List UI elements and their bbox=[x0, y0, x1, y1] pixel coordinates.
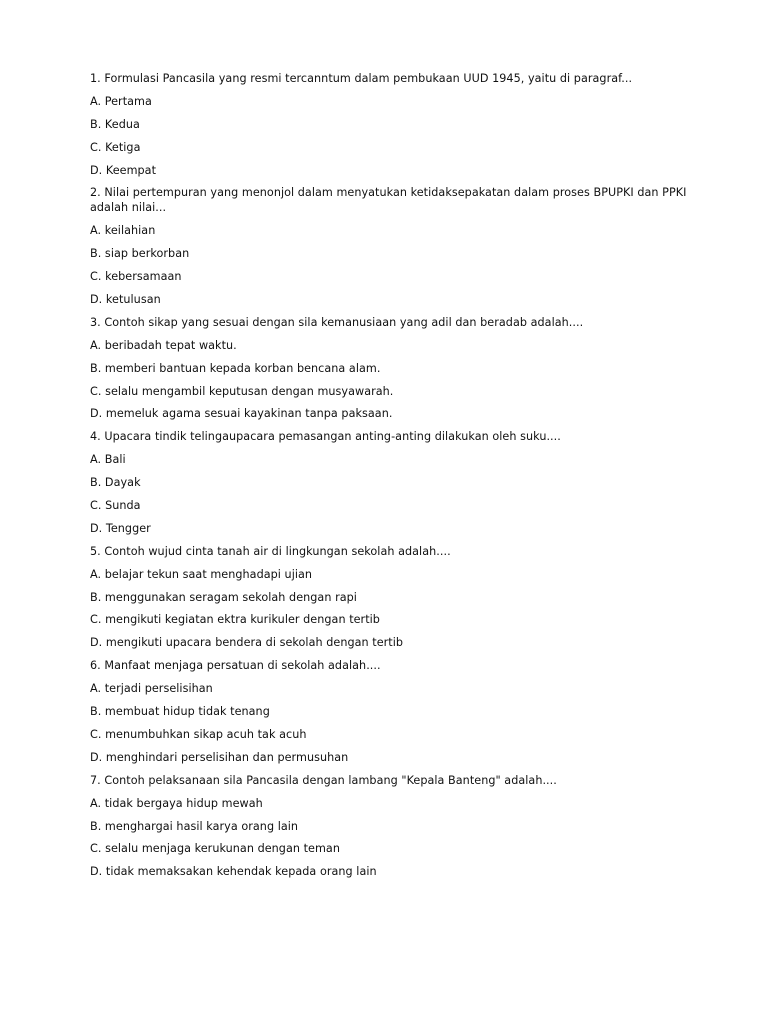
answer-option-b: B. Kedua bbox=[90, 117, 140, 131]
question-text: 7. Contoh pelaksanaan sila Pancasila dengan lambang "Kepala Banteng" adalah.... bbox=[90, 773, 557, 787]
answer-option-c: C. mengikuti kegiatan ektra kurikuler dengan tertib bbox=[90, 613, 380, 627]
answer-option-a: A. belajar tekun saat menghadapi ujian bbox=[90, 567, 313, 581]
answer-option-c: C. Sunda bbox=[90, 499, 141, 513]
answer-option-a: A. keilahian bbox=[90, 224, 156, 238]
answer-option-a: A. tidak bergaya hidup mewah bbox=[90, 796, 263, 810]
answer-option-d: D. Tengger bbox=[90, 521, 151, 535]
question-text: 6. Manfaat menjaga persatuan di sekolah adalah.... bbox=[90, 659, 381, 673]
answer-option-a: A. Bali bbox=[90, 453, 126, 467]
question-block-4 bbox=[90, 429, 690, 536]
question-text: 1. Formulasi Pancasila yang resmi tercanntum dalam pembukaan UUD 1945, yaitu di paragraf... bbox=[90, 72, 633, 85]
question-block-1 bbox=[90, 71, 690, 178]
question-text: 3. Contoh sikap yang sesuai dengan sila kemanusiaan yang adil dan beradab adalah.... bbox=[90, 315, 584, 329]
question-block-6 bbox=[90, 658, 690, 765]
answer-option-b: B. menggunakan seragam sekolah dengan rapi bbox=[90, 590, 357, 604]
answer-option-d: D. menghindari perselisihan dan permusuhan bbox=[90, 750, 349, 764]
answer-option-b: B. membuat hidup tidak tenang bbox=[90, 705, 270, 719]
answer-option-d: D. Keempat bbox=[90, 163, 157, 177]
answer-option-b: B. menghargai hasil karya orang lain bbox=[90, 819, 299, 833]
answer-option-c: C. selalu menjaga kerukunan dengan teman bbox=[90, 842, 340, 856]
question-block-7 bbox=[90, 773, 690, 880]
question-block-3 bbox=[90, 315, 690, 422]
answer-option-a: A. Pertama bbox=[90, 94, 152, 108]
answer-option-c: C. menumbuhkan sikap acuh tak acuh bbox=[90, 727, 307, 741]
answer-option-d: D. tidak memaksakan kehendak kepada orang lain bbox=[90, 865, 377, 879]
question-text: 2. Nilai pertempuran yang menonjol dalam menyatukan ketidaksepakatan dalam proses BPUPKI dan PPKI adalah nilai... bbox=[90, 186, 687, 215]
question-text: 5. Contoh wujud cinta tanah air di lingkungan sekolah adalah.... bbox=[90, 544, 451, 558]
answer-option-c: C. kebersamaan bbox=[90, 270, 182, 284]
answer-option-c: C. Ketiga bbox=[90, 140, 141, 154]
answer-option-b: B. siap berkorban bbox=[90, 247, 190, 261]
answer-option-d: D. ketulusan bbox=[90, 293, 161, 307]
answer-option-a: A. beribadah tepat waktu. bbox=[90, 338, 237, 352]
question-block-5 bbox=[90, 544, 690, 651]
answer-option-a: A. terjadi perselisihan bbox=[90, 682, 213, 696]
quiz-content bbox=[90, 71, 690, 887]
question-block-2 bbox=[90, 185, 690, 307]
answer-option-b: B. memberi bantuan kepada korban bencana alam. bbox=[90, 361, 381, 375]
question-text: 4. Upacara tindik telingaupacara pemasangan anting-anting dilakukan oleh suku.... bbox=[90, 430, 561, 444]
answer-option-d: D. mengikuti upacara bendera di sekolah dengan tertib bbox=[90, 636, 404, 650]
answer-option-d: D. memeluk agama sesuai kayakinan tanpa paksaan. bbox=[90, 407, 393, 421]
answer-option-b: B. Dayak bbox=[90, 476, 141, 490]
answer-option-c: C. selalu mengambil keputusan dengan musyawarah. bbox=[90, 384, 394, 398]
